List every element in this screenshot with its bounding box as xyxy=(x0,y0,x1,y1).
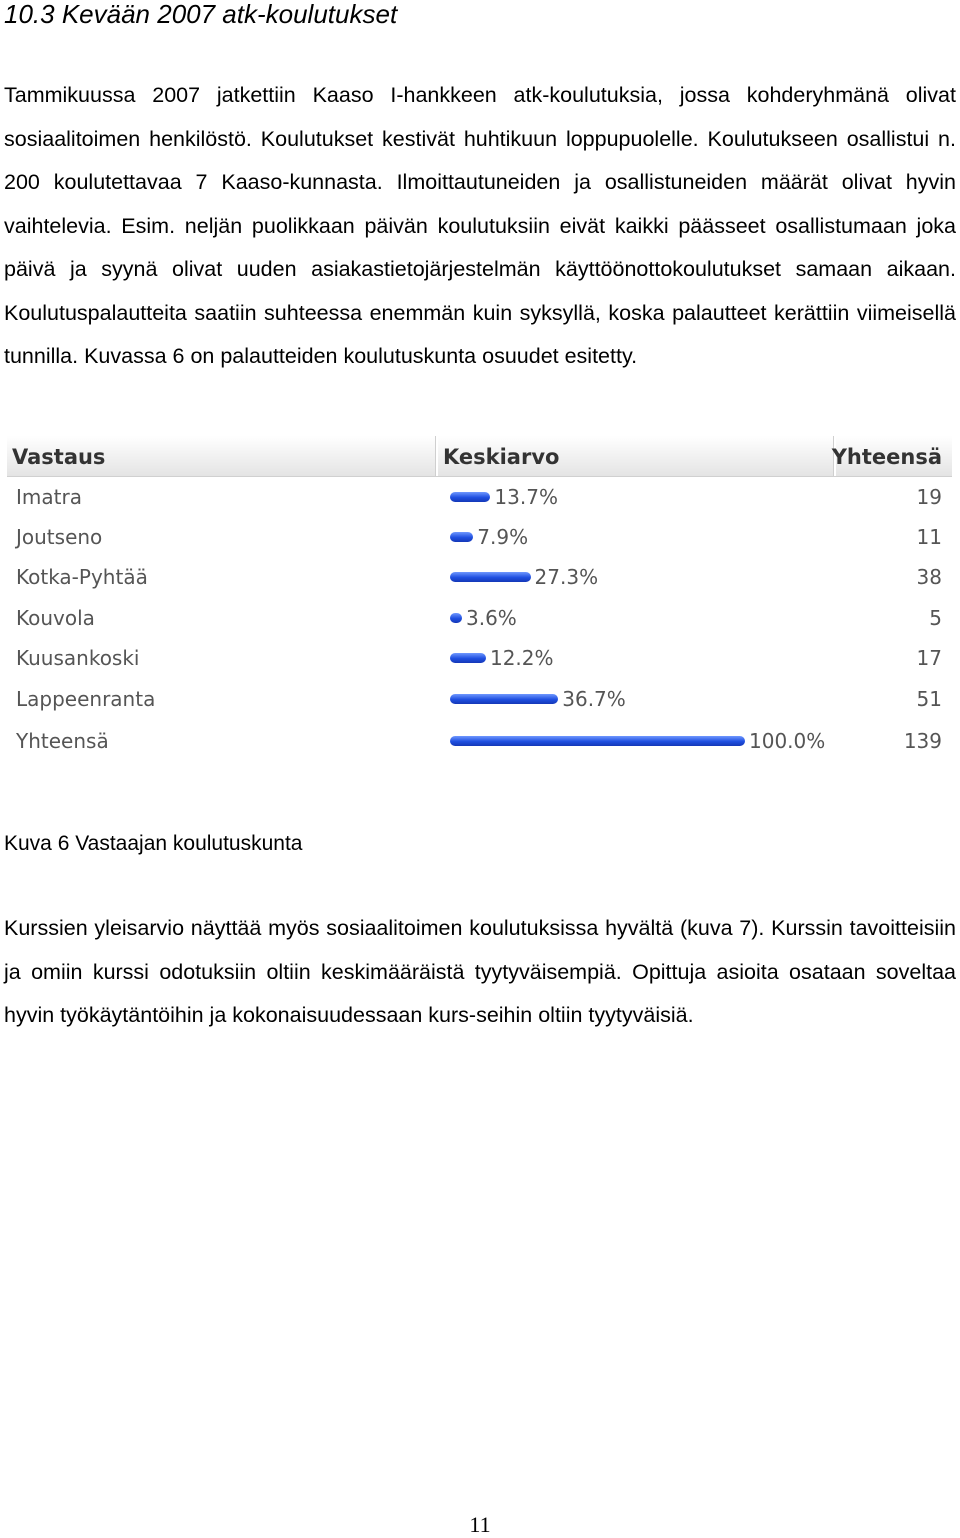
percentage-bar xyxy=(450,572,531,582)
table-row xyxy=(7,680,952,718)
column-header-yhteensa: Yhteensä xyxy=(831,445,942,469)
summary-paragraph: Kurssien yleisarvio näyttää myös sosiaalitoimen koulutuksissa hyvältä (kuva 7). Kurssin tavoitteisiin ja omiin kurssi odotuksiin oltiin keskimääräistä tyytyväisempiä. Opittuja asioita osataan soveltaa hyvin työkäytäntöihin ja kokonaisuudessaan kurs-seihin oltiin tyytyväisiä. xyxy=(4,916,956,1027)
percentage-label: 7.9% xyxy=(477,525,529,549)
percentage-bar xyxy=(450,653,486,663)
percentage-label: 36.7% xyxy=(562,687,626,711)
percentage-label: 12.2% xyxy=(489,646,554,670)
table-row xyxy=(7,518,952,556)
row-total: 51 xyxy=(916,687,942,711)
percentage-bar xyxy=(450,613,462,623)
column-separator xyxy=(435,436,438,476)
percentage-bar xyxy=(450,736,745,746)
percentage-label: 100.0% xyxy=(749,729,826,753)
percentage-bar xyxy=(450,492,490,502)
percentage-label: 3.6% xyxy=(466,606,517,630)
row-label: Kouvola xyxy=(16,606,95,630)
row-label: Kuusankoski xyxy=(16,646,140,670)
table-row xyxy=(7,558,952,596)
row-total: 17 xyxy=(916,646,942,670)
column-header-keskiarvo: Keskiarvo xyxy=(443,445,560,469)
row-total: 11 xyxy=(916,525,942,549)
table-row xyxy=(7,722,952,760)
results-table xyxy=(7,432,952,764)
row-total: 5 xyxy=(929,606,942,630)
page-number: 11 xyxy=(469,1512,491,1537)
section-heading: 10.3 Kevään 2007 atk-koulutukset xyxy=(4,0,398,29)
row-label: Joutseno xyxy=(16,525,103,549)
figure-caption: Kuva 6 Vastaajan koulutuskunta xyxy=(4,832,303,855)
row-label: Imatra xyxy=(16,485,82,509)
row-total: 19 xyxy=(916,485,942,509)
row-label: Lappeenranta xyxy=(16,687,156,711)
percentage-bar xyxy=(450,694,558,704)
percentage-label: 13.7% xyxy=(494,485,558,509)
percentage-bar xyxy=(450,532,473,542)
row-total: 139 xyxy=(903,729,942,753)
table-row xyxy=(7,599,952,637)
intro-paragraph: Tammikuussa 2007 jatkettiin Kaaso I-hankkeen atk-koulutuksia, jossa kohderyhmänä olivat sosiaalitoimen henkilöstö. Koulutukset kestivät huhtikuun loppupuolelle. Koulutukseen osallistui n. 200 koulutettavaa 7 Kaaso-kunnasta. Ilmoittautuneiden ja osallistuneiden määrät olivat hyvin vaihtelevia. Esim. neljän puolikkaan päivän koulutuksiin eivät kaikki päässeet osallistumaan joka päivä ja syynä olivat uuden asiakastietojärjestelmän käyttöönottokoulutukset samaan aikaan. Koulutuspalautteita saatiin suhteessa enemmän kuin syksyllä, koska palautteet kerättiin viimeisellä tunnilla. Kuvassa 6 on palautteiden koulutuskunta osuudet esitetty. xyxy=(4,83,956,368)
column-header-vastaus: Vastaus xyxy=(12,445,106,469)
row-label: Kotka-Pyhtää xyxy=(16,565,148,589)
table-row xyxy=(7,639,952,677)
percentage-label: 27.3% xyxy=(534,565,599,589)
table-header xyxy=(7,436,952,477)
table-row xyxy=(7,478,952,516)
row-total: 38 xyxy=(916,565,942,589)
row-label: Yhteensä xyxy=(16,729,109,753)
